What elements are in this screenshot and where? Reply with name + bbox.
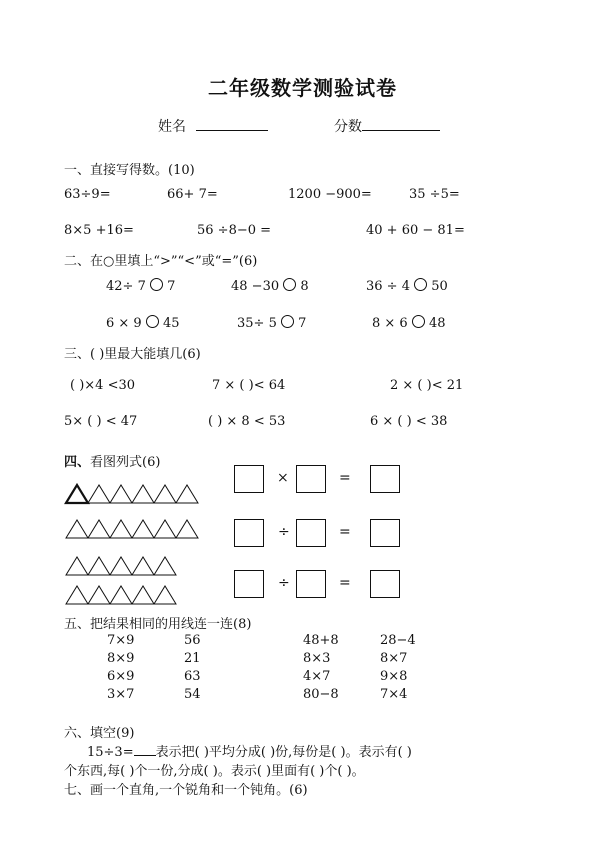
triangle [176,520,198,538]
triangle [154,557,176,575]
answer-box[interactable] [296,519,326,547]
triangle-row-4 [66,585,206,605]
s3-r1-q1: ( )×4 <30 [70,378,136,393]
s2-r2-q3-left: 8 × 6 [372,316,408,331]
triangle [88,485,110,503]
match-left-2[interactable]: 8×9 [107,651,135,666]
triangle [176,485,198,503]
section4-number: 四、 [64,455,91,470]
s2-r2-q2-left: 35÷ 5 [237,316,277,331]
match-right-4[interactable]: 80−8 [303,687,339,702]
operator: ÷ [278,524,290,540]
section1-heading: 一、直接写得数。(10) [64,163,195,178]
triangle-row-3 [66,556,206,576]
compare-circle[interactable] [283,278,296,291]
match-far-1[interactable]: 28−4 [380,633,416,648]
answer-box[interactable] [234,465,264,493]
compare-circle[interactable] [412,315,425,328]
name-label: 姓名 [158,119,186,135]
triangle [110,557,132,575]
triangle [88,557,110,575]
match-right-1[interactable]: 48+8 [303,633,339,648]
s1-r1-q1: 63÷9= [64,187,111,202]
triangle [132,586,154,604]
s2-r1-q3 [366,278,448,294]
name-label-group [158,116,268,136]
triangle [154,485,176,503]
triangle [132,557,154,575]
section2-heading: 二、在○里填上“>”“<”或“=”(6) [64,254,258,269]
s1-r2-q2: 56 ÷8−0 = [197,223,272,238]
compare-circle[interactable] [414,278,427,291]
s2-r1-q1-right: 7 [167,279,176,294]
match-far-4[interactable]: 7×4 [380,687,408,702]
s1-r2-q3: 40 + 60 − 81= [366,223,465,238]
match-right-2[interactable]: 8×3 [303,651,331,666]
match-result-4[interactable]: 54 [184,687,201,702]
answer-box[interactable] [370,570,400,598]
triangle [154,520,176,538]
s2-r1-q2-right: 8 [300,279,309,294]
s3-r2-q1: 5× ( ) < 47 [64,414,138,429]
triangle [132,485,154,503]
s2-r2-q1 [106,315,180,331]
triangle [110,485,132,503]
s2-r1-q3-left: 36 ÷ 4 [366,279,410,294]
triangle [110,586,132,604]
s2-r2-q1-left: 6 × 9 [106,316,142,331]
compare-circle[interactable] [150,278,163,291]
triangle [110,520,132,538]
answer-box[interactable] [370,519,400,547]
answer-box[interactable] [234,519,264,547]
s2-r1-q2-left: 48 −30 [231,279,280,294]
s2-r1-q1-left: 42÷ 7 [106,279,146,294]
match-left-1[interactable]: 7×9 [107,633,135,648]
section3-heading: 三、( )里最大能填几(6) [64,347,201,362]
match-result-3[interactable]: 63 [184,669,201,684]
s2-r2-q3-right: 48 [428,316,446,331]
section4-title: 看图列式(6) [90,455,161,470]
s2-r1-q2 [231,278,309,294]
triangle [132,520,154,538]
s2-r2-q3 [372,315,446,331]
match-left-4[interactable]: 3×7 [107,687,135,702]
triangle [66,586,88,604]
equals-sign: = [339,524,351,540]
answer-box[interactable] [296,465,326,493]
answer-box[interactable] [296,570,326,598]
compare-circle[interactable] [146,315,159,328]
s2-r1-q3-right: 50 [431,279,448,294]
answer-box[interactable] [234,570,264,598]
fill-line-1-text: 表示把( )平均分成( )份,每份是( )。表示有( ) [155,745,412,760]
score-label-group [334,116,440,136]
s3-r2-q3: 6 × ( ) < 38 [370,414,448,429]
operator: × [277,470,289,486]
section4-heading [64,451,160,470]
equals-sign: = [339,575,351,591]
answer-box[interactable] [370,465,400,493]
s2-r2-q1-right: 45 [162,316,180,331]
match-result-1[interactable]: 56 [184,633,201,648]
s3-r1-q2: 7 × ( )< 64 [212,378,286,393]
triangle [66,557,88,575]
section6-heading: 六、填空(9) [64,726,135,741]
s3-r2-q2: ( ) × 8 < 53 [208,414,286,429]
s1-r1-q2: 66+ 7= [167,187,218,202]
triangle [66,520,88,538]
s2-r2-q2 [237,315,306,331]
s1-r2-q1: 8×5 +16= [64,223,134,238]
section7-heading: 七、画一个直角,一个锐角和一个钝角。(6) [64,783,308,798]
page-title: 二年级数学测验试卷 [208,76,397,100]
name-blank[interactable] [196,118,268,131]
section5-heading: 五、把结果相同的用线连一连(8) [64,617,252,632]
s1-r1-q3: 1200 −900= [288,187,372,202]
triangle [88,586,110,604]
answer-blank[interactable] [134,744,156,756]
s2-r1-q1 [106,278,175,294]
fill-line-1-prefix: 15÷3= [87,745,134,760]
equals-sign: = [339,470,351,486]
triangle [154,586,176,604]
match-far-2[interactable]: 8×7 [380,651,408,666]
match-result-2[interactable]: 21 [184,651,201,666]
s2-r2-q2-right: 7 [298,316,307,331]
match-right-3[interactable]: 4×7 [303,669,331,684]
triangle-row-2 [66,519,206,539]
triangle-bold [66,485,88,503]
compare-circle[interactable] [281,315,294,328]
triangle-row-1 [66,484,206,504]
match-left-3[interactable]: 6×9 [107,669,135,684]
fill-line-2: 个东西,每( )个一份,分成( )。表示( )里面有( )个( )。 [64,764,365,779]
s1-r1-q4: 35 ÷5= [409,187,460,202]
s3-r1-q3: 2 × ( )< 21 [390,378,464,393]
fill-line-1 [87,741,412,760]
score-label: 分数 [334,119,362,135]
operator: ÷ [278,575,290,591]
match-far-3[interactable]: 9×8 [380,669,408,684]
triangle [88,520,110,538]
score-blank[interactable] [362,118,440,131]
